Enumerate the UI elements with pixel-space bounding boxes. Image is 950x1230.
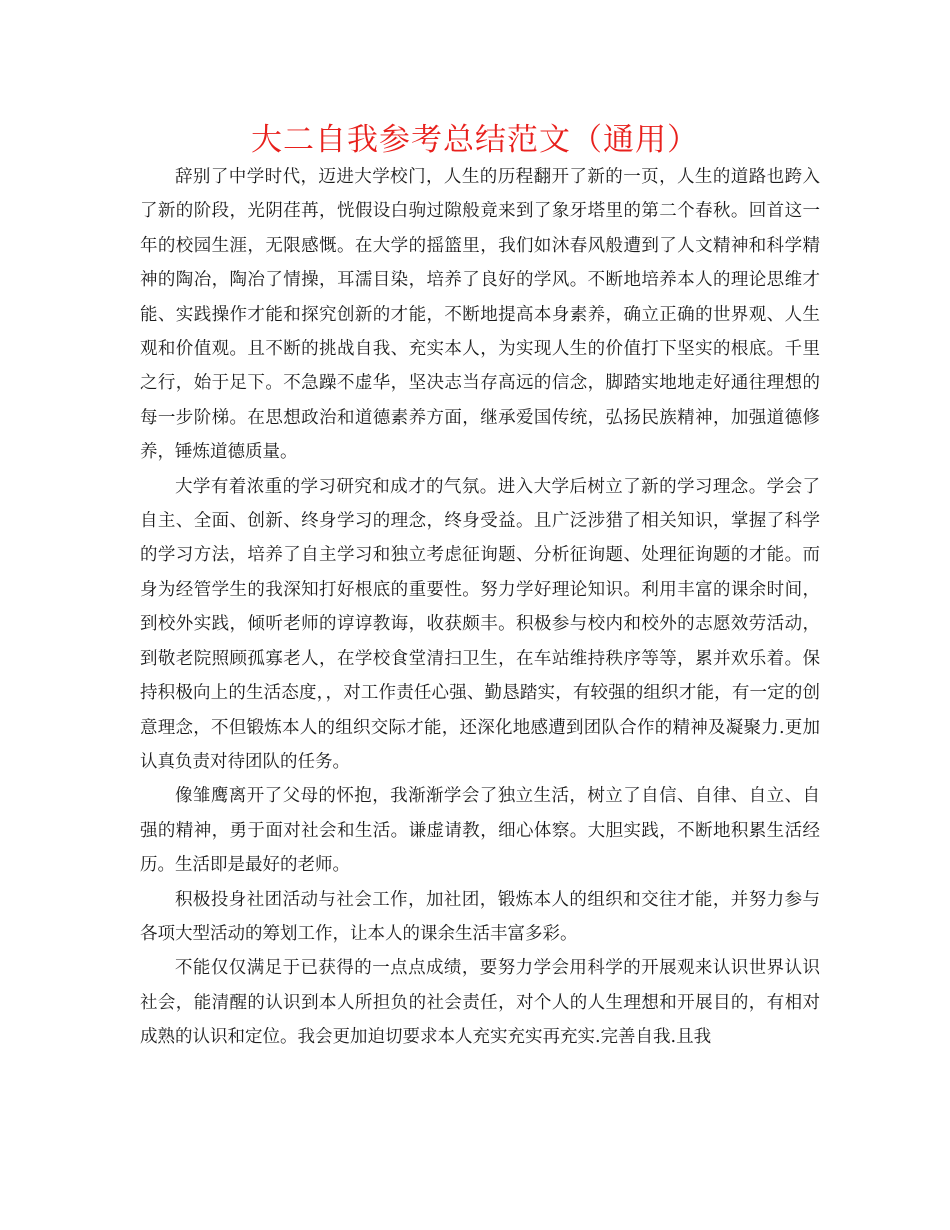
document-body <box>140 160 820 1055</box>
paragraph-1: 辞别了中学时代，迈进大学校门，人生的历程翻开了新的一页，人生的道路也跨入了新的阶段，光阴荏苒，恍假设白驹过隙般竟来到了象牙塔里的第二个春秋。回首这一年的校园生涯，无限感慨。在大学的摇篮里，我们如沐春风般遭到了人文精神和科学精神的陶冶，陶冶了情操，耳濡目染，培养了良好的学风。不断地培养本人的理论思维才能、实践操作才能和探究创新的才能，不断地提高本身素养，确立正确的世界观、人生观和价值观。且不断的挑战自我、充实本人，为实现人生的价值打下坚实的根底。千里之行，始于足下。不急躁不虚华，坚决志当存高远的信念，脚踏实地地走好通往理想的每一步阶梯。在思想政治和道德素养方面，继承爱国传统，弘扬民族精神，加强道德修养，锤炼道德质量。 <box>140 167 820 463</box>
paragraph-2: 大学有着浓重的学习研究和成才的气氛。进入大学后树立了新的学习理念。学会了自主、全面、创新、终身学习的理念，终身受益。且广泛涉猎了相关知识，掌握了科学的学习方法，培养了自主学习和独立考虑征询题、分析征询题、处理征询题的才能。而身为经管学生的我深知打好根底的重要性。努力学好理论知识。利用丰富的课余时间，到校外实践，倾听老师的谆谆教诲，收获颇丰。积极参与校内和校外的志愿效劳活动，到敬老院照顾孤寡老人，在学校食堂清扫卫生，在车站维持秩序等等，累并欢乐着。保持积极向上的生活态度，，对工作责任心强、勤恳踏实，有较强的组织才能，有一定的创意理念，不但锻炼本人的组织交际才能，还深化地感遭到团队合作的精神及凝聚力.更加认真负责对待团队的任务。 <box>140 476 820 772</box>
paragraph-4: 积极投身社团活动与社会工作，加社团，锻炼本人的组织和交往才能，并努力参与各项大型活动的筹划工作，让本人的课余生活丰富多彩。 <box>140 889 820 944</box>
document-title: 大二自我参考总结范文（通用） <box>251 122 699 158</box>
paragraph-5: 不能仅仅满足于已获得的一点点成绩，要努力学会用科学的开展观来认识世界认识社会，能清醒的认识到本人所担负的社会责任，对个人的人生理想和开展目的，有相对成熟的认识和定位。我会更加迫切要求本人充实充实再充实.完善自我.且我 <box>140 958 820 1048</box>
paragraph-3: 像雏鹰离开了父母的怀抱，我渐渐学会了独立生活，树立了自信、自律、自立、自强的精神，勇于面对社会和生活。谦虚请教，细心体察。大胆实践，不断地积累生活经历。生活即是最好的老师。 <box>140 786 820 876</box>
